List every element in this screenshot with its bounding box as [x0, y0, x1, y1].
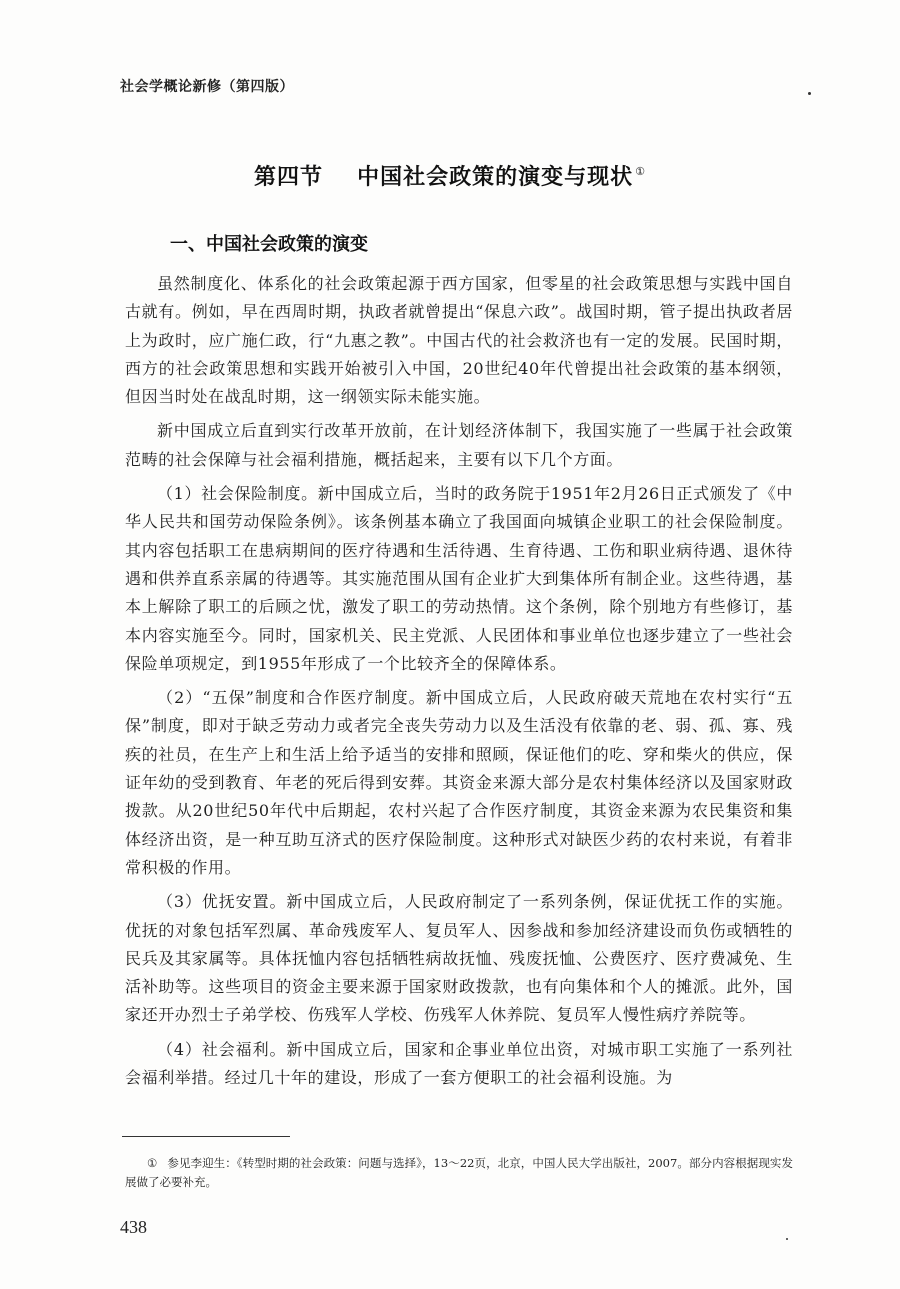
footnote-text: 参见李迎生：《转型时期的社会政策：问题与选择》，13～22页，北京，中国人民大学出版社，2007。部分内容根据现实发展做了必要补充。 — [125, 1156, 794, 1189]
scan-speck — [786, 1238, 788, 1240]
section-title-text: 中国社会政策的演变与现状 — [357, 165, 634, 190]
body-text — [125, 270, 793, 1098]
running-head: 社会学概论新修（第四版） — [120, 79, 294, 95]
paragraph: （1）社会保险制度。新中国成立后，当时的政务院于1951年2月26日正式颁发了《中华人民共和国劳动保险条例》。该条例基本确立了我国面向城镇企业职工的社会保险制度。其内容包括职工在患病期间的医疗待遇和生活待遇、生育待遇、工伤和职业病待遇、退休待遇和供养直系亲属的待遇等。其实施范围从国有企业扩大到集体所有制企业。这些待遇，基本上解除了职工的后顾之忧，激发了职工的劳动热情。这个条例，除个别地方有些修订，基本内容实施至今。同时，国家机关、民主党派、人民团体和事业单位也逐步建立了一些社会保险单项规定，到1955年形成了一个比较齐全的保障体系。 — [125, 484, 793, 673]
page-number: 438 — [120, 1217, 147, 1237]
subheading: 一、中国社会政策的演变 — [170, 234, 368, 255]
paragraph: （3）优抚安置。新中国成立后，人民政府制定了一系列条例，保证优抚工作的实施。优抚的对象包括军烈属、革命残废军人、复员军人、因参战和参加经济建设而负伤或牺牲的民兵及其家属等。具体抚恤内容包括牺牲病故抚恤、残废抚恤、公费医疗、医疗费减免、生活补助等。这些项目的资金主要来源于国家财政拨款，也有向集体和个人的摊派。此外，国家还开办烈士子弟学校、伤残军人学校、伤残军人休养院、复员军人慢性病疗养院等。 — [125, 892, 793, 1025]
paragraph: 虽然制度化、体系化的社会政策起源于西方国家，但零星的社会政策思想与实践中国自古就有。例如，早在西周时期，执政者就曾提出“保息六政”。战国时期，管子提出执政者居上为政时，应广施仁政，行“九惠之教”。中国古代的社会救济也有一定的发展。民国时期，西方的社会政策思想和实践开始被引入中国，20世纪40年代曾提出社会政策的基本纲领，但因当时处在战乱时期，这一纲领实际未能实施。 — [125, 274, 793, 407]
footnote-marker: ① — [147, 1156, 158, 1170]
section-title — [0, 160, 900, 191]
scan-speck — [808, 92, 811, 95]
paragraph: （2）“五保”制度和合作医疗制度。新中国成立后，人民政府破天荒地在农村实行“五保”制度，即对于缺乏劳动力或者完全丧失劳动力以及生活没有依靠的老、弱、孤、寡、残疾的社员，在生产上和生活上给予适当的安排和照顾，保证他们的吃、穿和柴火的供应，保证年幼的受到教育、年老的死后得到安葬。其资金来源大部分是农村集体经济以及国家财政拨款。从20世纪50年代中后期起，农村兴起了合作医疗制度，其资金来源为农民集资和集体经济出资，是一种互助互济式的医疗保险制度。这种形式对缺医少药的农村来说，有着非常积极的作用。 — [125, 688, 793, 877]
section-number: 第四节 — [254, 165, 324, 190]
footnote — [125, 1154, 793, 1192]
footnote-divider — [122, 1136, 290, 1137]
footnote-reference[interactable]: ① — [635, 165, 646, 178]
paragraph: （4）社会福利。新中国成立后，国家和企事业单位出资，对城市职工实施了一系列社会福利举措。经过几十年的建设，形成了一套方便职工的社会福利设施。为 — [125, 1039, 793, 1088]
paragraph: 新中国成立后直到实行改革开放前，在计划经济体制下，我国实施了一些属于社会政策范畴的社会保障与社会福利措施，概括起来，主要有以下几个方面。 — [125, 421, 793, 469]
